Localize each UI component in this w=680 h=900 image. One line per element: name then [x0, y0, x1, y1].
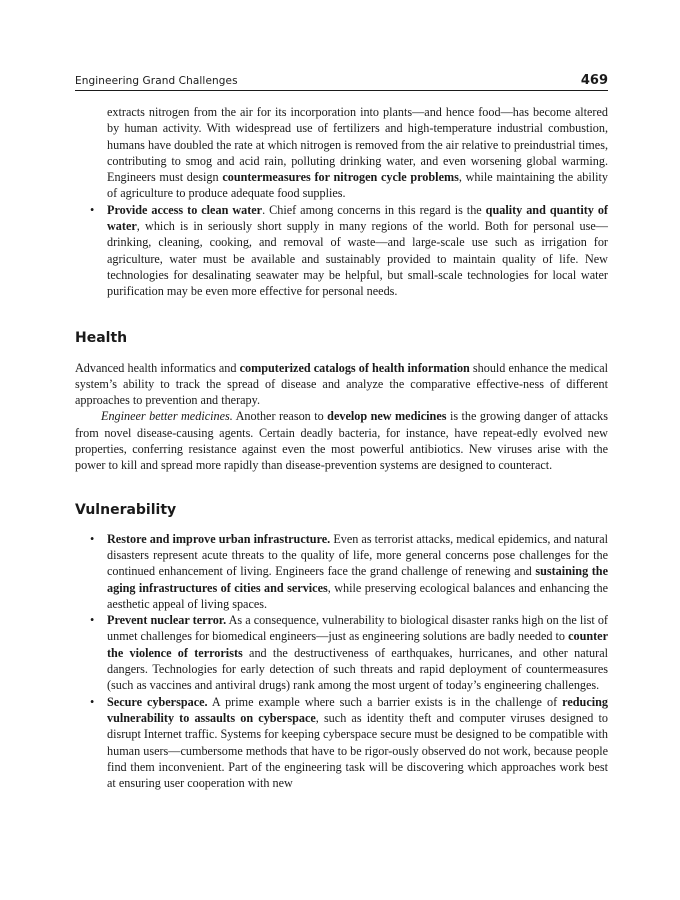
key-phrase: counter the violence of terrorists	[107, 629, 608, 660]
key-phrase: reducing vulnerability to assaults on cyberspace	[107, 694, 608, 725]
bullet-item-urban-infrastructure: • Restore and improve urban infrastructure. Even as terrorist attacks, medical epidemics, and natural disasters represent acute threats to the quality of life, more general concerns pose challenges for the continued enhancement of living. Engineers face the grand challenge of renewing and sustaining the aging infrastructures of cities and services, while preserving ecological balances and enhancing the aesthetic appeal of living spaces.	[90, 531, 609, 611]
bullet-lead: Provide access to clean water	[107, 202, 263, 217]
section-heading-health: Health	[75, 329, 128, 346]
key-phrase: sustaining the aging infrastructures of cities and services	[107, 564, 608, 595]
page-number: 469	[580, 73, 608, 88]
bullet-icon: •	[90, 531, 95, 546]
bullet-lead: Restore and improve urban infrastructure.	[107, 531, 331, 546]
section-heading-vulnerability: Vulnerability	[75, 501, 177, 518]
running-head: Engineering Grand Challenges	[75, 75, 238, 87]
key-phrase: countermeasures for nitrogen cycle problems	[222, 170, 459, 185]
key-phrase: quality and quantity of water	[107, 202, 608, 234]
paragraph-lead: Engineer better medicines.	[101, 409, 233, 424]
bullet-icon: •	[90, 694, 95, 709]
page-header	[75, 70, 608, 91]
bullet-lead: Secure cyberspace.	[107, 694, 208, 709]
health-paragraph-1: Advanced health informatics and computerized catalogs of health information should enhance the medical system’s ability to track the spread of disease and analyze the comparative effective-ness of different approaches to prevention and therapy.	[75, 360, 608, 408]
health-paragraph-2: Engineer better medicines. Another reason to develop new medicines is the growing danger of attacks from novel disease-causing agents. Certain deadly bacteria, for instance, have repeat-edly evolved new properties, conferring resistance against even the most powerful antibiotics. New viruses arise with the power to kill and spread more rapidly than disease-prevention systems are designed to counteract.	[75, 409, 608, 473]
vulnerability-bullet-list	[75, 531, 608, 792]
key-phrase: computerized catalogs of health information	[239, 360, 470, 375]
bullet-icon: •	[90, 613, 95, 628]
bullet-lead: Prevent nuclear terror.	[107, 613, 227, 628]
page-body	[75, 104, 608, 791]
water-bullet-list	[75, 202, 608, 300]
key-phrase: develop new medicines	[327, 409, 447, 424]
nitrogen-bullet-continuation: extracts nitrogen from the air for its incorporation into plants—and hence food—has become altered by human activity. With widespread use of fertilizers and high-temperature industrial combustion, humans have doubled the rate at which nitrogen is removed from the air relative to preindustrial times, contributing to smog and acid rain, polluting drinking water, and even worsening global warming. Engineers must design countermeasures for nitrogen cycle problems, while maintaining the ability of agriculture to produce adequate food supplies.	[107, 105, 608, 201]
bullet-item-clean-water: • Provide access to clean water. Chief among concerns in this regard is the quality and quantity of water, which is in seriously short supply in many regions of the world. Both for personal use—drinking, cleaning, cooking, and removal of waste—and large-scale use such as irrigation for agriculture, water must be available and sustainably provided to maintain quality of life. New technologies for desalinating seawater may be helpful, but small-scale technologies for local water purification may be even more effective for personal needs.	[90, 202, 608, 299]
bullet-item-cyberspace: • Secure cyberspace. A prime example where such a barrier exists is in the challenge of reducing vulnerability to assaults on cyberspace, such as identity theft and computer viruses designed to disrupt Internet traffic. Systems for keeping cyberspace secure must be designed to be compatible with human users—cumbersome methods that have to be rigor-ously observed do not work, because people find them inconvenient. Part of the engineering task will be discovering which approaches work best at ensuring user cooperation with new	[90, 694, 609, 791]
bullet-icon: •	[90, 202, 95, 217]
bullet-item-nuclear-terror: • Prevent nuclear terror. As a consequence, vulnerability to biological disaster ranks high on the list of unmet challenges for biomedical engineers—just as engineering solutions are badly needed to counter the violence of terrorists and the destructiveness of earthquakes, hurricanes, and other natural dangers. Technologies for early detection of such threats and rapid deployment of countermeasures (such as vaccines and antiviral drugs) rank among the most urgent of today’s engineering challenges.	[90, 613, 608, 693]
